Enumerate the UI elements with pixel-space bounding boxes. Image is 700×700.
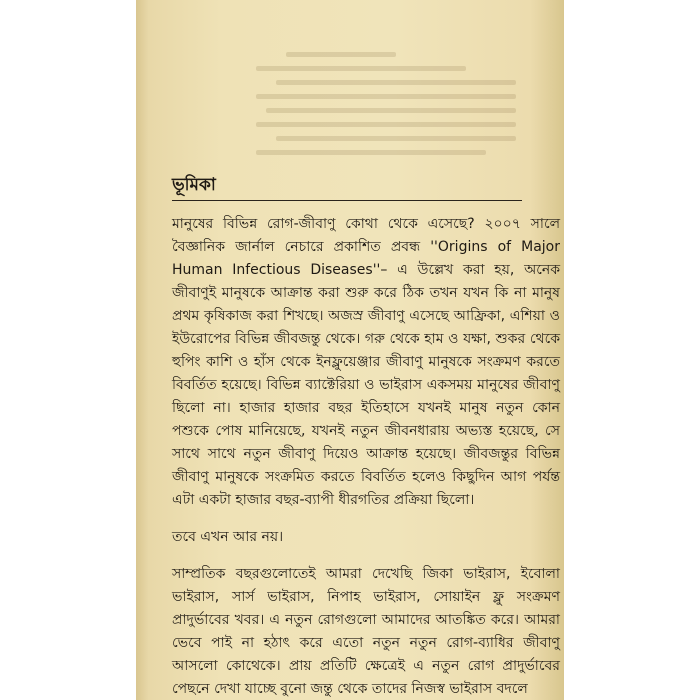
- show-through-texture: [136, 0, 564, 200]
- page-content: [172, 174, 560, 700]
- section-heading: ভূমিকা: [172, 174, 522, 201]
- paragraph-3: সাম্প্রতিক বছরগুলোতেই আমরা দেখেছি জিকা ভাইরাস, ইবোলা ভাইরাস, সার্স ভাইরাস, নিপাহ ভাইরাস, সোয়াইন ফ্লু সংক্রমণ প্রাদুর্ভাবের খবর। এ নতুন রোগগুলো আমাদের আতঙ্কিত করে। আমরা ভেবে পাই না হঠাৎ করে এতো নতুন নতুন রোগ-ব্যাধির জীবাণু আসলো কোথেকে। প্রায় প্রতিটি ক্ষেত্রেই এ নতুন রোগ প্রাদুর্ভাবের পেছনে দেখা যাচ্ছে বুনো জন্তু থেকে তাদের নিজস্ব ভাইরাস বদলে: [172, 566, 560, 697]
- paragraph-2: তবে এখন আর নয়।: [172, 529, 284, 545]
- paragraph-1: মানুষের বিভিন্ন রোগ-জীবাণু কোথা থেকে এসেছে? ২০০৭ সালে বৈজ্ঞানিক জার্নাল নেচারে প্রকাশিত প্রবন্ধ ''Origins of Major Human Infectious Diseases''– এ উল্লেখ করা হয়, অনেক জীবাণুই মানুষকে আক্রান্ত করা শুরু করে ঠিক তখন যখন কি না মানুষ প্রথম কৃষিকাজ করা শিখছে। অজস্র জীবাণু এসেছে আফ্রিকা, এশিয়া ও ইউরোপের বিভিন্ন জীবজন্তু থেকে। গরু থেকে হাম ও যক্ষা, শুকর থেকে হুপিং কাশি ও হাঁস থেকে ইনফ্লুয়েঞ্জার জীবাণু মানুষকে সংক্রমণ করতে বিবর্তিত হয়েছে। বিভিন্ন ব্যাক্টেরিয়া ও ভাইরাস একসময় মানুষের জীবাণু ছিলো না। হাজার হাজার বছর ইতিহাসে যখনই মানুষ নতুন কোন পশুকে পোষ মানিয়েছে, যখনই নতুন জীবনধারায় অভ্যস্ত হয়েছে, সে সাথে সাথে নতুন জীবাণু দিয়েও আক্রান্ত হয়েছে। জীবজন্তুর বিভিন্ন জীবাণু মানুষকে সংক্রমিত করতে বিবর্তিত হলেও কিছুদিন আগ পর্যন্ত এটা একটা হাজার বছর-ব্যাপী ধীরগতির প্রক্রিয়া ছিলো।: [172, 216, 560, 508]
- book-page: [136, 0, 564, 700]
